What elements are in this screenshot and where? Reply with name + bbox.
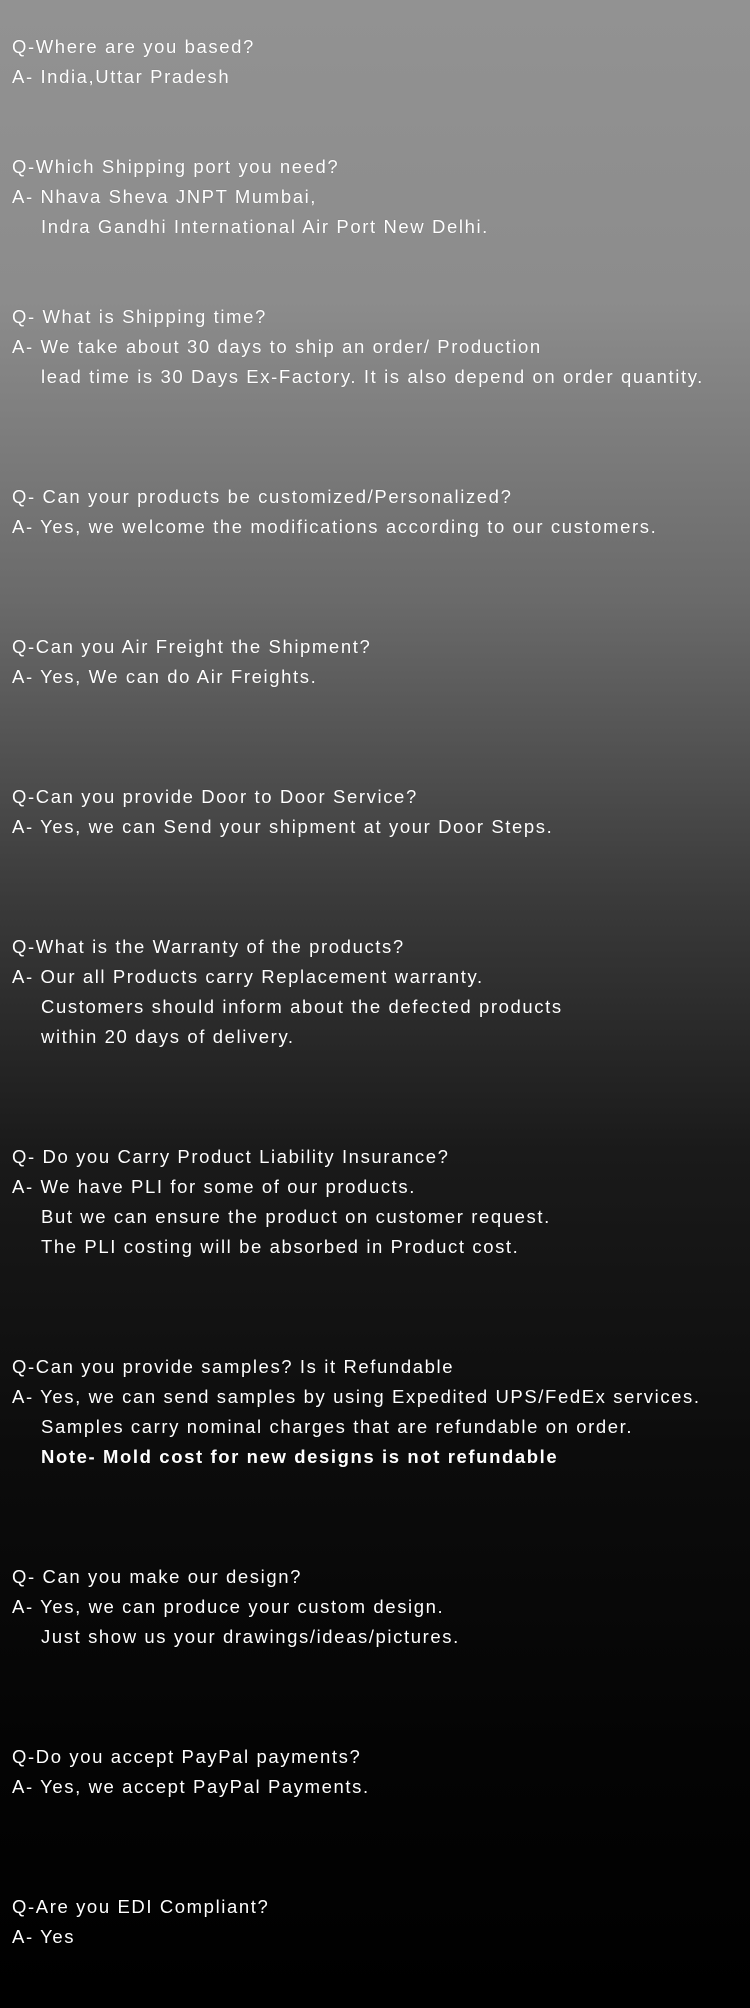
- faq-answer-line: Indra Gandhi International Air Port New Delhi.: [41, 216, 489, 237]
- faq-question: Q-Which Shipping port you need?: [12, 156, 340, 177]
- faq-answer-note: Note- Mold cost for new designs is not refundable: [41, 1446, 559, 1467]
- faq-question: Q- What is Shipping time?: [12, 306, 267, 327]
- faq-item-warranty: [12, 932, 742, 1052]
- faq-item-samples: [12, 1352, 742, 1472]
- faq-answer-line: within 20 days of delivery.: [41, 1026, 295, 1047]
- faq-item-location: [12, 32, 742, 92]
- faq-answer-line: lead time is 30 Days Ex-Factory. It is also depend on order quantity.: [41, 366, 704, 387]
- faq-answer-line: A- Our all Products carry Replacement warranty.: [12, 966, 484, 987]
- faq-question: Q-Can you provide samples? Is it Refundable: [12, 1356, 455, 1377]
- faq-item-liability-insurance: [12, 1142, 742, 1262]
- faq-answer-line: A- Yes, We can do Air Freights.: [12, 666, 318, 687]
- faq-question: Q-Can you provide Door to Door Service?: [12, 786, 418, 807]
- faq-answer-line: A- India,Uttar Pradesh: [12, 66, 231, 87]
- faq-answer-line: A- Yes, we can produce your custom design.: [12, 1596, 445, 1617]
- faq-answer-line: A- Yes, we accept PayPal Payments.: [12, 1776, 370, 1797]
- faq-answer-line: A- Nhava Sheva JNPT Mumbai,: [12, 186, 318, 207]
- faq-answer-line: A- Yes, we welcome the modifications according to our customers.: [12, 516, 658, 537]
- faq-answer-line: A- We take about 30 days to ship an order/ Production: [12, 336, 542, 357]
- faq-answer-line: The PLI costing will be absorbed in Product cost.: [41, 1236, 520, 1257]
- faq-item-shipping-time: [12, 302, 742, 392]
- faq-question: Q- Can you make our design?: [12, 1566, 302, 1587]
- faq-answer-line: But we can ensure the product on customer request.: [41, 1206, 551, 1227]
- faq-question: Q- Do you Carry Product Liability Insurance?: [12, 1146, 450, 1167]
- faq-answer-line: A- Yes, we can send samples by using Expedited UPS/FedEx services.: [12, 1386, 701, 1407]
- faq-item-edi: [12, 1892, 742, 1952]
- faq-question: Q- Can your products be customized/Personalized?: [12, 486, 513, 507]
- faq-question: Q-Where are you based?: [12, 36, 255, 57]
- faq-question: Q-Are you EDI Compliant?: [12, 1896, 270, 1917]
- faq-answer-line: Customers should inform about the defected products: [41, 996, 563, 1017]
- faq-answer-line: Just show us your drawings/ideas/pictures.: [41, 1626, 460, 1647]
- faq-answer-line: A- Yes: [12, 1926, 76, 1947]
- faq-question: Q-What is the Warranty of the products?: [12, 936, 405, 957]
- faq-answer-line: A- Yes, we can Send your shipment at your Door Steps.: [12, 816, 554, 837]
- faq-item-door-to-door: [12, 782, 742, 842]
- faq-question: Q-Do you accept PayPal payments?: [12, 1746, 362, 1767]
- faq-item-air-freight: [12, 632, 742, 692]
- faq-answer-line: Samples carry nominal charges that are refundable on order.: [41, 1416, 634, 1437]
- faq-item-custom-design: [12, 1562, 742, 1652]
- faq-answer-line: A- We have PLI for some of our products.: [12, 1176, 417, 1197]
- faq-item-shipping-port: [12, 152, 742, 242]
- faq-item-customization: [12, 482, 742, 542]
- faq-item-paypal: [12, 1742, 742, 1802]
- faq-question: Q-Can you Air Freight the Shipment?: [12, 636, 372, 657]
